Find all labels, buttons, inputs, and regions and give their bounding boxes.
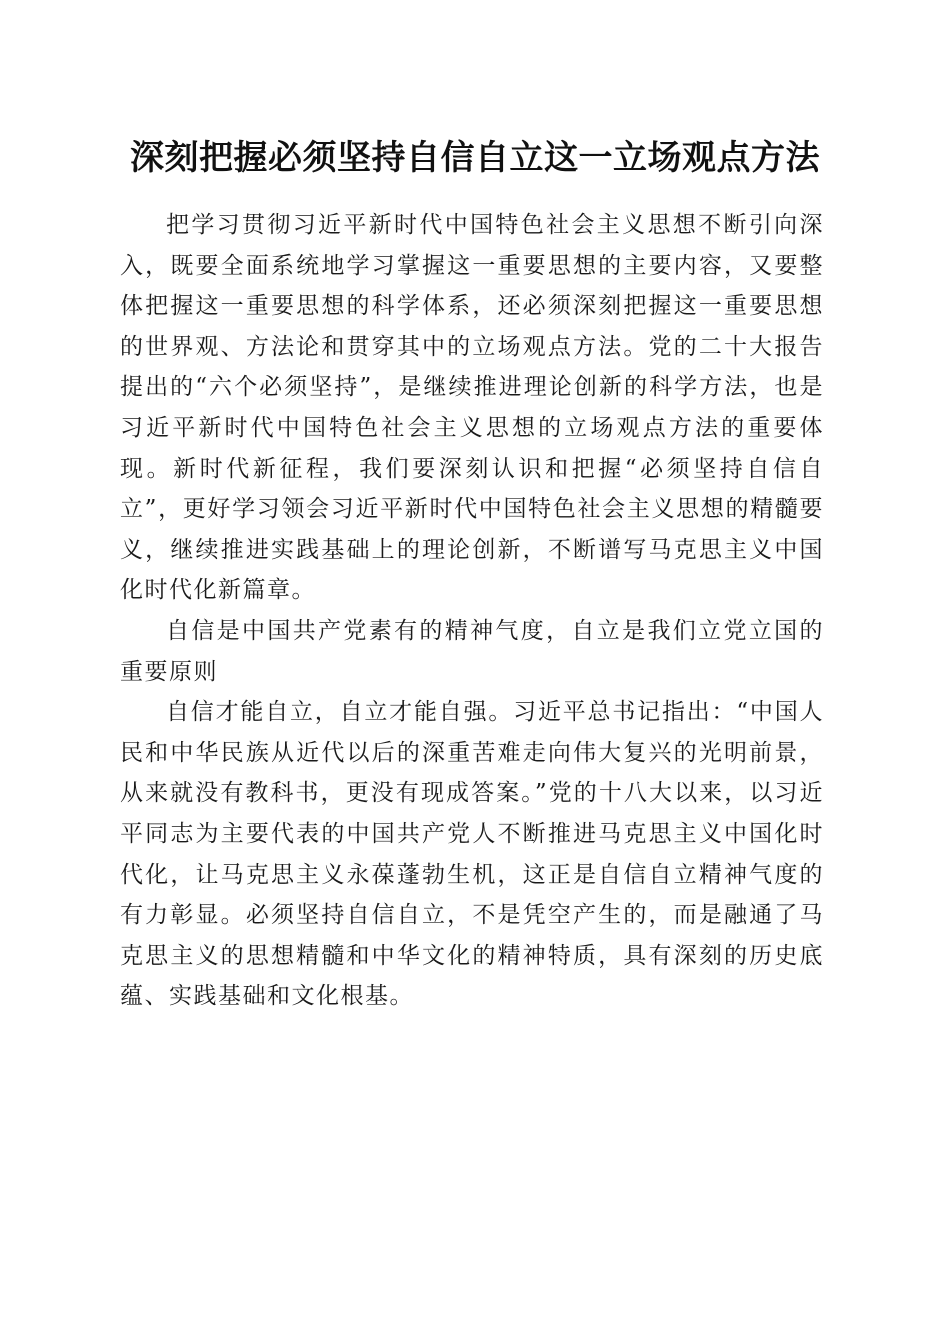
document-title: 深刻把握必须坚持自信自立这一立场观点方法 bbox=[130, 138, 820, 178]
document-body bbox=[120, 205, 824, 1017]
paragraph-intro: 把学习贯彻习近平新时代中国特色社会主义思想不断引向深入，既要全面系统地学习掌握这一重要思想的主要内容，又要整体把握这一重要思想的科学体系，还必须深刻把握这一重要思想的世界观、方法论和贯穿其中的立场观点方法。党的二十大报告提出的“六个必须坚持”，是继续推进理论创新的科学方法，也是习近平新时代中国特色社会主义思想的立场观点方法的重要体现。新时代新征程，我们要深刻认识和把握“必须坚持自信自立”，更好学习领会习近平新时代中国特色社会主义思想的精髓要义，继续推进实践基础上的理论创新，不断谱写马克思主义中国化时代化新篇章。 bbox=[120, 212, 824, 604]
paragraph-self-confidence: 自信才能自立，自立才能自强。习近平总书记指出：“中国人民和中华民族从近代以后的深重苦难走向伟大复兴的光明前景，从来就没有教科书，更没有现成答案。”党的十八大以来，以习近平同志为主要代表的中国共产党人不断推进马克思主义中国化时代化，让马克思主义永葆蓬勃生机，这正是自信自立精神气度的有力彰显。必须坚持自信自立，不是凭空产生的，而是融通了马克思主义的思想精髓和中华文化的精神特质，具有深刻的历史底蕴、实践基础和文化根基。 bbox=[120, 699, 824, 1010]
paragraph-subheading: 自信是中国共产党素有的精神气度，自立是我们立党立国的重要原则 bbox=[120, 617, 824, 685]
